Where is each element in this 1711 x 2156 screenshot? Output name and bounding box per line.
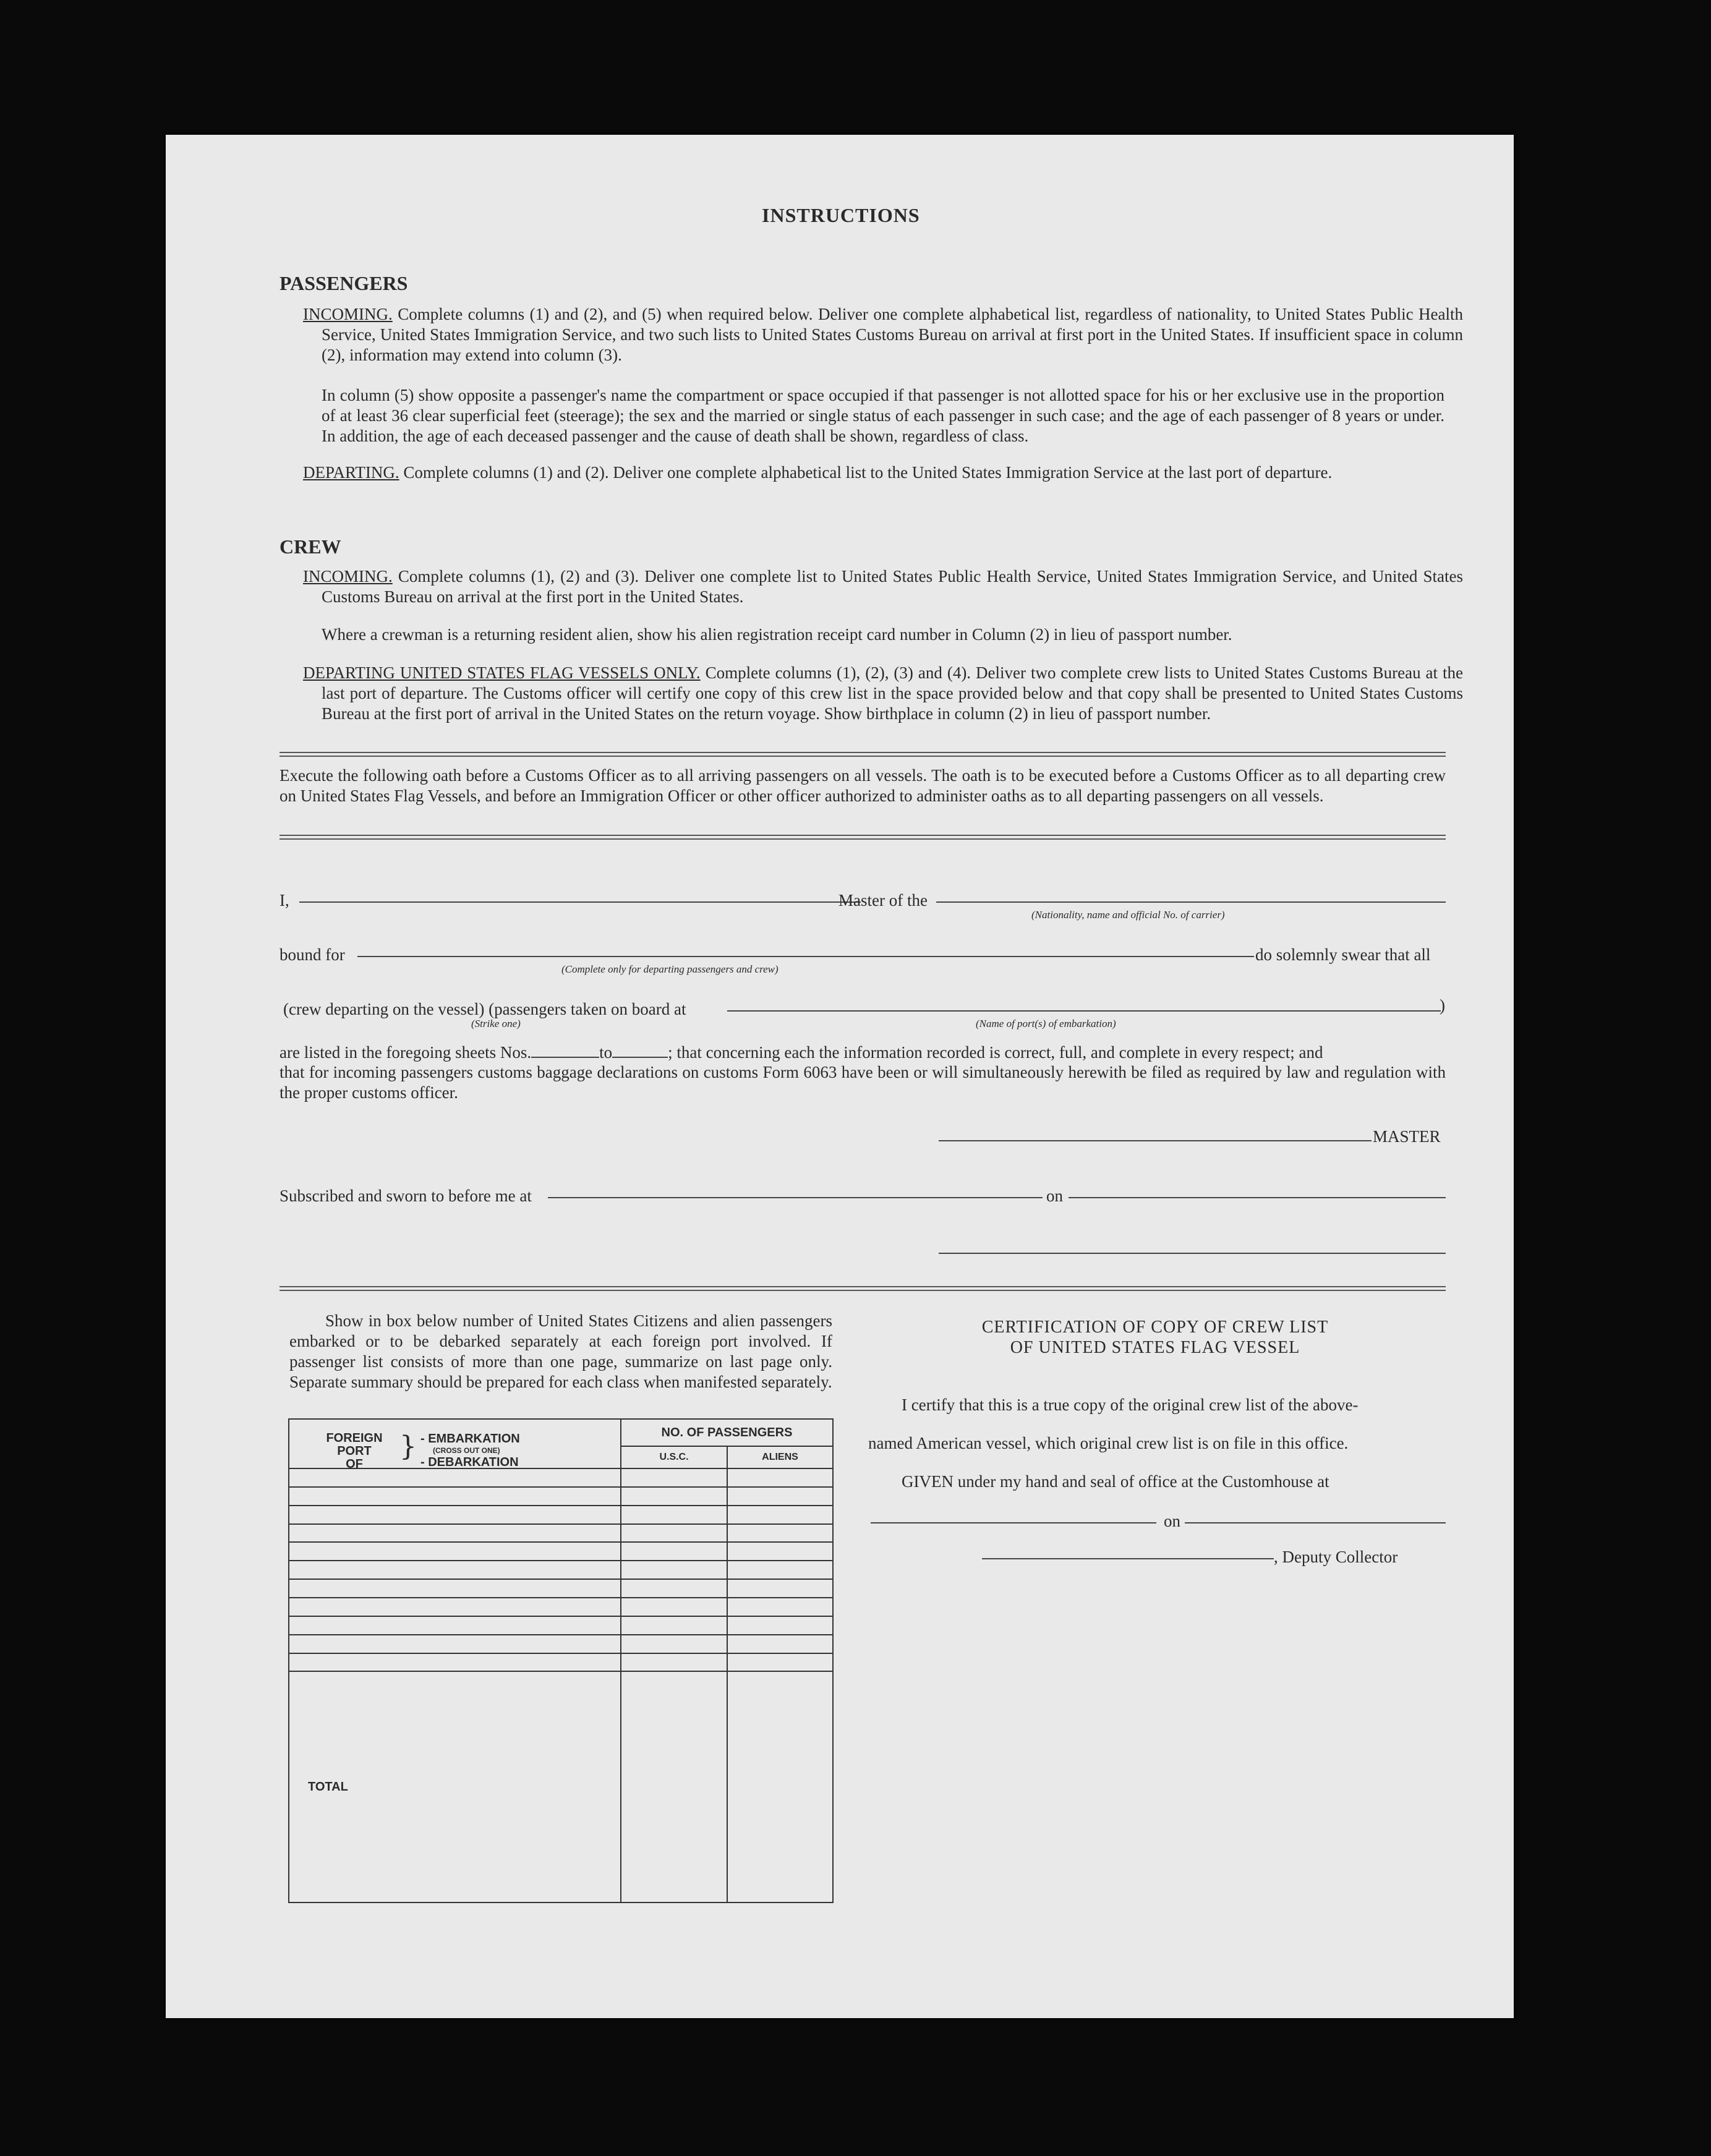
divider — [279, 1286, 1446, 1291]
header-usc: U.S.C. — [621, 1446, 727, 1468]
table-row[interactable] — [289, 1616, 833, 1635]
passenger-summary-table — [288, 1418, 834, 1903]
header-aliens: ALIENS — [727, 1446, 833, 1468]
table-row[interactable] — [289, 1468, 833, 1487]
passengers-heading: PASSENGERS — [279, 272, 408, 294]
oath-i-label: I, — [279, 891, 289, 910]
crew-incoming-label: INCOMING. — [303, 567, 393, 586]
header-no-of-passengers: NO. OF PASSENGERS — [621, 1419, 833, 1446]
oath-crew-departing: (crew departing on the vessel) (passengers taken on board at — [283, 1000, 686, 1018]
table-row[interactable] — [289, 1506, 833, 1524]
embarkation-port-field[interactable] — [727, 1010, 1441, 1012]
crew-incoming-text: Complete columns (1), (2) and (3). Deliver one complete list to United States Public Health Service, United States Immigration Service, and United States Customs Bureau on arrival at the first port in the United States. — [322, 567, 1464, 606]
header-foreign-port-of: FOREIGN PORT OF — [326, 1431, 383, 1471]
header-cross-out-one: (CROSS OUT ONE) — [433, 1446, 500, 1455]
master-label: MASTER — [1373, 1127, 1441, 1146]
oath-instructions: Execute the following oath before a Customs Officer as to all arriving passengers on all vessels. The oath is to be executed before a Customs Officer as to all departing crew on United States Flag Vessels, and before an Immigration Officer or other officer authorized to administer oaths as to all departing passengers on all vessels. — [279, 766, 1446, 805]
master-signature-field[interactable] — [939, 1140, 1372, 1141]
cert-on-label: on — [1164, 1512, 1180, 1530]
cert-date-field[interactable] — [1185, 1522, 1446, 1523]
passengers-departing-label: DEPARTING. — [303, 463, 399, 482]
total-row[interactable] — [289, 1671, 833, 1902]
table-row[interactable] — [289, 1635, 833, 1653]
total-label: TOTAL — [289, 1671, 621, 1902]
page-title: INSTRUCTIONS — [762, 204, 920, 226]
oath-master-of-the: Master of the — [838, 891, 928, 910]
certification-title-line1: CERTIFICATION OF COPY OF CREW LIST — [981, 1318, 1329, 1337]
passengers-incoming-paragraph — [303, 304, 1463, 365]
certification-title — [864, 1317, 1446, 1358]
bound-for-field[interactable] — [357, 956, 1254, 957]
certify-line-b: named American vessel, which original crew list is on file in this office. — [868, 1434, 1349, 1452]
table-row[interactable] — [289, 1561, 833, 1579]
form-page — [166, 135, 1514, 2018]
oath-listed-b: ; that concerning each the information recorded is correct, full, and complete in every respect; and — [668, 1043, 1323, 1062]
table-row[interactable] — [289, 1598, 833, 1616]
officer-signature-field[interactable] — [939, 1253, 1446, 1254]
crew-departing-text: Complete columns (1), (2), (3) and (4). Deliver two complete crew lists to United States Customs Bureau at the last port of departure. The Customs officer will certify one copy of this crew list in the space provided below and that copy shall be presented to United States Customs Bureau at the first port of arrival in the United States on the return voyage. Show birthplace in column (2) in lieu of passport number. — [322, 663, 1463, 723]
certify-line-a: I certify that this is a true copy of the original crew list of the above- — [902, 1395, 1359, 1414]
deputy-collector-label: , Deputy Collector — [1274, 1548, 1398, 1566]
oath-listed-to: to — [599, 1043, 613, 1062]
table-row[interactable] — [289, 1542, 833, 1561]
crew-heading: CREW — [279, 535, 341, 558]
strike-one-caption: (Strike one) — [471, 1018, 521, 1029]
brace-icon: } — [399, 1431, 417, 1462]
passengers-incoming-label: INCOMING. — [303, 305, 393, 323]
subscribed-label: Subscribed and sworn to before me at — [279, 1187, 532, 1205]
sworn-on-label: on — [1046, 1187, 1063, 1205]
table-header-port — [289, 1419, 621, 1471]
customhouse-field[interactable] — [871, 1522, 1156, 1523]
table-row[interactable] — [289, 1487, 833, 1506]
crew-departing-label: DEPARTING UNITED STATES FLAG VESSELS ONLY. — [303, 663, 701, 682]
summary-instructions: Show in box below number of United States Citizens and alien passengers embarked or to be debarked separately at each foreign port involved. If passenger list consists of more than one page, summarize on last page only. Separate summary should be prepared for each class when manifested separately. — [289, 1311, 832, 1391]
oath-listed-a: are listed in the foregoing sheets Nos. — [279, 1043, 532, 1062]
header-debarkation: - DEBARKATION — [420, 1455, 519, 1469]
table-row[interactable] — [289, 1653, 833, 1672]
passengers-column5-paragraph: In column (5) show opposite a passenger's name the compartment or space occupied if that passenger is not allotted space for his or her exclusive use in the proportion of at least 36 clear superficial feet (steerage); the sex and the married or single status of each passenger in such case; and the age of each passenger of 8 years or under. In addition, the age of each deceased passenger and the cause of death shall be shown, regardless of class. — [322, 386, 1444, 445]
carrier-field[interactable] — [936, 901, 1446, 903]
carrier-caption: (Nationality, name and official No. of carrier) — [1031, 909, 1225, 921]
divider — [279, 752, 1446, 757]
deputy-signature-field[interactable] — [982, 1558, 1274, 1559]
sworn-date-field[interactable] — [1069, 1197, 1446, 1198]
table-row[interactable] — [289, 1524, 833, 1543]
crew-departing-paragraph — [303, 663, 1463, 724]
sheet-from-field[interactable] — [531, 1057, 599, 1058]
passengers-incoming-text: Complete columns (1) and (2), and (5) when required below. Deliver one complete alphabetical list, regardless of nationality, to United States Public Health Service, United States Immigration Service, and two such lists to United States Customs Bureau on arrival at first port in the United States. If insufficient space in column (2), information may extend into column (3). — [322, 305, 1463, 364]
bound-caption: (Complete only for departing passengers and crew) — [561, 963, 779, 975]
crew-resident-paragraph: Where a crewman is a returning resident alien, show his alien registration receipt card number in Column (2) in lieu of passport number. — [322, 625, 1232, 644]
oath-bound-for: bound for — [279, 945, 345, 964]
port-caption: (Name of port(s) of embarkation) — [976, 1018, 1116, 1029]
oath-listed-rest: that for incoming passengers customs baggage declarations on customs Form 6063 have been or will simultaneously herewith be filed as required by law and regulation with the proper customs officer. — [279, 1063, 1446, 1102]
divider — [279, 835, 1446, 840]
given-line: GIVEN under my hand and seal of office at the Customhouse at — [902, 1472, 1329, 1491]
header-embarkation: - EMBARKATION — [420, 1432, 520, 1446]
oath-swear: do solemnly swear that all — [1255, 945, 1431, 964]
oath-listed-line — [279, 1042, 1323, 1063]
master-name-field[interactable] — [299, 901, 861, 903]
passengers-departing-text: Complete columns (1) and (2). Deliver one complete alphabetical list to the United States Immigration Service at the last port of departure. — [403, 463, 1333, 482]
certification-title-line2: OF UNITED STATES FLAG VESSEL — [1010, 1338, 1300, 1357]
crew-incoming-paragraph — [303, 566, 1463, 607]
oath-close-paren: ) — [1440, 996, 1445, 1015]
passengers-departing-paragraph — [303, 462, 1463, 483]
sheet-to-field[interactable] — [612, 1057, 668, 1058]
table-row[interactable] — [289, 1579, 833, 1598]
sworn-place-field[interactable] — [548, 1197, 1043, 1198]
